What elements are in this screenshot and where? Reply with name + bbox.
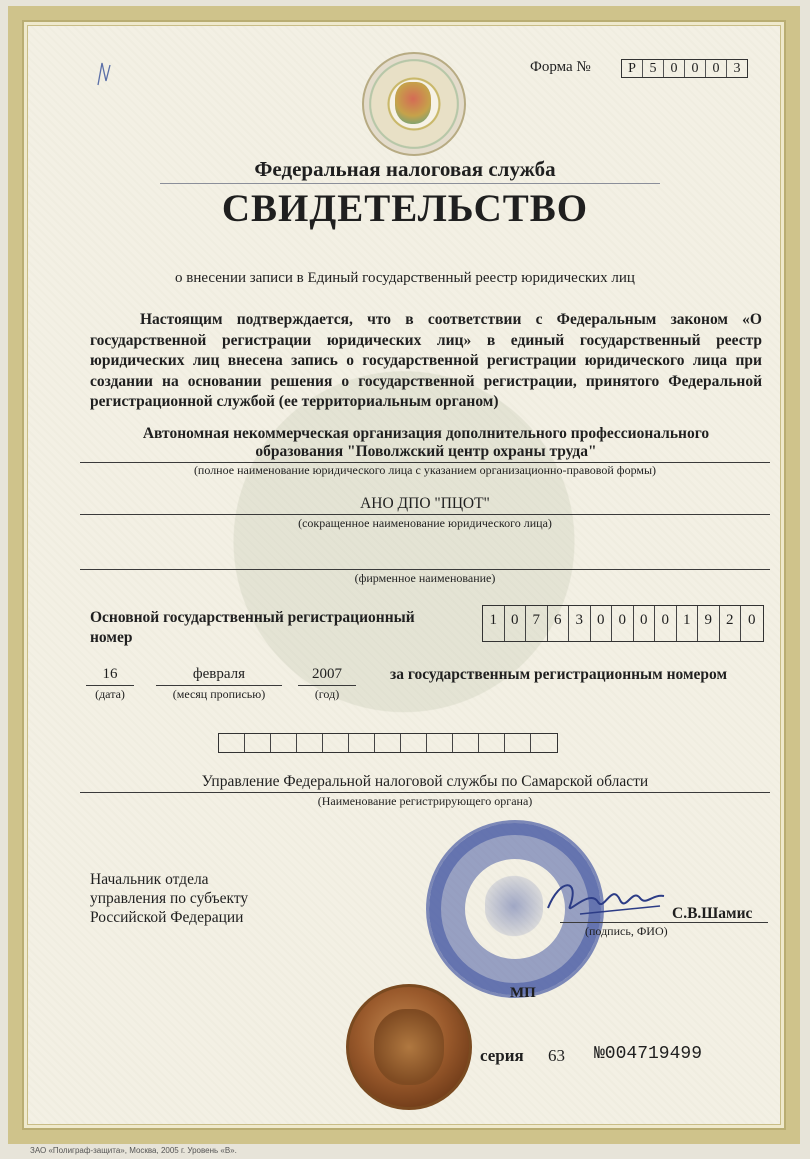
position-line1: Начальник отдела bbox=[90, 871, 209, 888]
ogrn-digit: 0 bbox=[634, 606, 656, 641]
organization-full-name bbox=[90, 425, 762, 461]
position-line3: Российской Федерации bbox=[90, 909, 244, 926]
ogrn-digit: 0 bbox=[612, 606, 634, 641]
ogrn-digit: 1 bbox=[483, 606, 505, 641]
copper-eagle-seal-icon bbox=[346, 984, 472, 1110]
form-code-char: 0 bbox=[664, 60, 685, 77]
date-day: 16 bbox=[102, 666, 118, 682]
date-month-underline bbox=[156, 685, 282, 686]
ogrn-digit: 1 bbox=[677, 606, 699, 641]
series-number: №004719499 bbox=[594, 1044, 703, 1064]
mp-label: МП bbox=[510, 985, 536, 1001]
ogrn-digit: 7 bbox=[526, 606, 548, 641]
ogrn-digit: 2 bbox=[720, 606, 742, 641]
series-value: 63 bbox=[548, 1046, 565, 1065]
series-label: серия bbox=[480, 1046, 524, 1065]
ogrn-digit: 0 bbox=[748, 612, 756, 628]
body-paragraph: Настоящим подтверждается, что в соответствии с Федеральным законом «О государственной регистрации юридических лиц» в единый государственный реестр юридических лиц внесена запись о государственной регистрации юридического лица при создании на основании решения о государственной регистрации, принятого Федеральной регистрационной службой (ее территориальным органом) bbox=[90, 311, 762, 410]
date-year-caption: (год) bbox=[314, 687, 340, 701]
document-subtitle: о внесении записи в Единый государственный реестр юридических лиц bbox=[175, 270, 635, 286]
ogrn-digit: 3 bbox=[569, 606, 591, 641]
form-code-char: Р bbox=[622, 60, 643, 77]
date-day-caption: (дата) bbox=[95, 687, 125, 701]
date-year: 2007 bbox=[312, 666, 342, 682]
org-name-line2: образования "Поволжский центр охраны труда" bbox=[255, 443, 597, 460]
registrar-caption: (Наименование регистрирующего органа) bbox=[317, 794, 533, 808]
short-name-caption: (сокращенное наименование юридического лица) bbox=[298, 516, 552, 530]
organization-short-name: АНО ДПО "ПЦОТ" bbox=[360, 495, 490, 512]
printer-note: ЗАО «Полиграф-защита», Москва, 2005 г. Уровень «В». bbox=[30, 1146, 237, 1155]
signatory-name: С.В.Шамис bbox=[672, 905, 753, 922]
form-code-char: 0 bbox=[685, 60, 706, 77]
date-month-caption: (месяц прописью) bbox=[172, 687, 266, 701]
reg-number-empty-boxes bbox=[218, 733, 558, 753]
signature-caption: (подпись, ФИО) bbox=[585, 924, 668, 938]
ogrn-label-line1: Основной государственный регистрационный bbox=[90, 609, 415, 626]
ogrn-label bbox=[90, 608, 470, 648]
form-label: Форма № bbox=[530, 59, 591, 75]
agency-title: Федеральная налоговая служба bbox=[254, 157, 556, 181]
reg-number-text: за государственным регистрационным номером bbox=[390, 666, 728, 683]
form-code-char: 3 bbox=[733, 61, 741, 76]
form-code-boxes bbox=[621, 59, 748, 78]
title-divider bbox=[160, 183, 660, 184]
hologram-emblem-icon bbox=[362, 52, 466, 156]
signatory-position bbox=[90, 870, 248, 927]
short-name-underline bbox=[80, 514, 770, 515]
form-code-char: 0 bbox=[706, 60, 727, 77]
ogrn-digit: 0 bbox=[505, 606, 527, 641]
registrar-underline bbox=[80, 792, 770, 793]
document-title: СВИДЕТЕЛЬСТВО bbox=[221, 187, 589, 230]
ogrn-digit: 0 bbox=[655, 606, 677, 641]
ogrn-digit: 6 bbox=[548, 606, 570, 641]
ogrn-digit: 9 bbox=[698, 606, 720, 641]
brand-name-underline bbox=[80, 569, 770, 570]
date-day-underline bbox=[86, 685, 134, 686]
org-name-line1: Автономная некоммерческая организация дополнительного профессионального bbox=[142, 425, 710, 442]
pen-mark-icon bbox=[92, 55, 122, 100]
date-year-underline bbox=[298, 685, 356, 686]
ogrn-digit-boxes bbox=[482, 605, 764, 642]
ogrn-label-line2: номер bbox=[90, 629, 133, 646]
brand-name-caption: (фирменное наименование) bbox=[354, 571, 496, 585]
registrar-name: Управление Федеральной налоговой службы по Самарской области bbox=[201, 773, 649, 790]
ogrn-digit: 0 bbox=[591, 606, 613, 641]
org-name-caption: (полное наименование юридического лица с указанием организационно-правовой формы) bbox=[193, 463, 657, 477]
position-line2: управления по субъекту bbox=[90, 890, 249, 907]
form-code-char: 5 bbox=[643, 60, 664, 77]
date-month: февраля bbox=[192, 666, 246, 682]
